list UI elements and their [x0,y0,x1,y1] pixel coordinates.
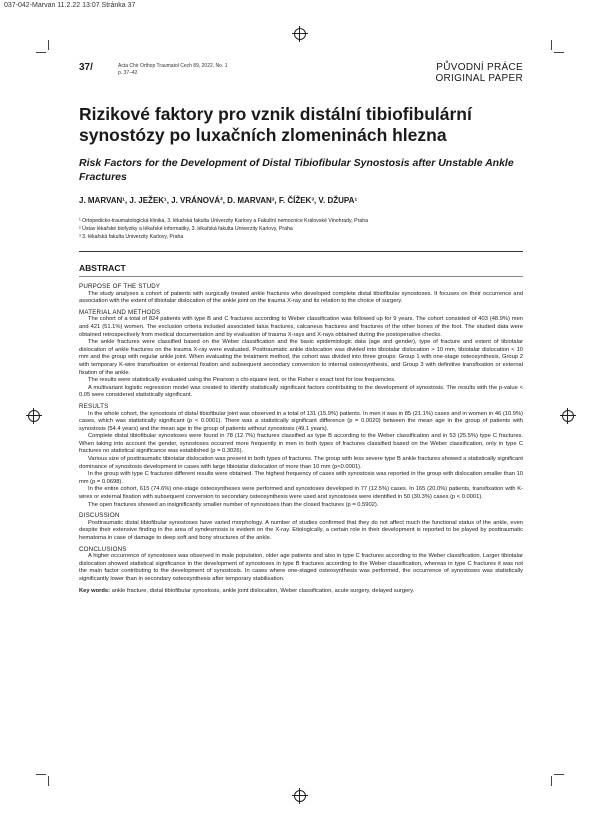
methods-paragraph: The results were statistically evaluated using the Pearson s chi-square test, or the Fisher s exact test for low frequencies. [88,377,396,384]
divider [79,251,523,252]
conclusions-heading: CONCLUSIONS [79,545,127,553]
discussion-text: Posttraumatic distal tibiofibular synostoses have varied morphology. A number of studies confirmed that they do not affect much the functional status of the ankle, even despite their extensive finding in the area of syndesmosis is evident on the X-ray. Etiologically, a certain role in their development is reported to be played by posttraumatic hematoma in case of damage to deep soft and bony structures of the ankle. [79,519,523,541]
methods-paragraph: The cohort of a total of 824 patients with type B and C fractures according to Weber classification was followed up for 9 years. The cohort consisted of 403 (48.9%) men and 421 (51.1%) women. The exclusion criteria included associated talus fractures, calcaneus fractures and fractures of the other bones of the foot. The studied data were obtained retrospectively from medical documentation and by evaluation of trauma X-rays and X-rays obtained during the postoperative checks. [79,316,523,338]
section-en: ORIGINAL PAPER [435,73,523,84]
methods-paragraph: A multivariant logistic regression model was created to identify statistically significant factors contributing to the development of synostosis. The results with the p-value < 0.05 were considered statistically significant. [79,384,523,399]
print-slug: 037-042-Marvan 11.2.22 13:07 Stránka 37 [4,2,136,9]
section-cz: PŮVODNÍ PRÁCE [436,62,523,73]
abstract-heading: ABSTRACT [79,263,126,273]
results-paragraph: In the entire cohort, 615 (74.6%) one-stage osteosyntheses were performed and synostoses developed in 77 (12.5%) cases. In 165 (20.0%) patients, transfixation with K-wires or external fixation with subsequent conversion to secondary osteosynthesis were used and synostoses were identified in 50 (30.3%) cases (p < 0.0001). [79,486,523,501]
purpose-text: The study analyses a cohort of patients with surgically treated ankle fractures who developed complete distal tibiofibular synostoses. It focuses on their occurrence and association with the extent of tibiotalar dislocation of the ankle joint on the trauma X-ray and its relation to the choice of surgery. [79,290,523,305]
trim-mark [554,774,564,775]
page-number: 37/ [79,62,93,73]
journal-line: Acta Chir Orthop Traumatol Cech 89, 2022, No. 1 [118,63,228,69]
registration-mark-icon [294,28,306,40]
divider [79,276,523,277]
trim-mark [554,52,564,53]
trim-mark [551,776,552,786]
journal-citation [118,63,228,77]
affiliations [79,217,368,241]
keywords-text: ankle fracture, distal tibiofibular synostosis, ankle joint dislocation, Weber classification, acute surgery, delayed surgery. [111,587,415,594]
article-title-en: Risk Factors for the Development of Distal Tibiofibular Synostosis after Unstable Ankle Fractures [79,157,514,183]
results-paragraph: Complete distal tibiofibular synostoses were found in 78 (12.7%) fractures classified as type B according to the Weber classification and in 53 (25.5%) type C fractures. When taking into account the gender, synostoses occurred more frequently in men in both types of fractures classified based on the Weber classification, only in type C fractures no statistical significance was established (p = 0.3026). [79,433,523,455]
affiliation: ³ 3. lékařská fakulta Univerzity Karlovy, Praha [79,234,184,240]
conclusions-text: A higher occurrence of synostoses was observed in male population, older age patients and also in type C fractures according to the Weber classification. Larger tibiotalar dislocation showed statistical significance in the development of synostoses in type B fractures according to the Weber classification, whereas in type C fractures it was not the main factor contributing to the development of synostosis. In cases where one-staged osteosynthesis was performed, the occurrence of synostoses was statistically significantly lower than in secondary osteosynthesis after temporary stabilisation. [79,553,523,582]
results-paragraph: In the whole cohort, the synostosis of distal tibiofibular joint was observed in a total of 131 (15.9%) patients. In men it was in 85 (21.1%) cases and in women in 46 (10.9%) cases, which was statistically significant (p < 0.0001). There was a statistically significant difference (p = 0.0020) between the mean age in the group of patients with synostosis (54.4 years) and the mean age in the group of patients without synostosis (49.1 years). [79,410,523,432]
purpose-heading: PURPOSE OF THE STUDY [79,283,161,290]
registration-mark-icon [28,410,40,422]
methods-paragraph: The ankle fractures were classified based on the Weber classification and the basic epidemiologic data (age and gender), type of fracture and extent of tibiotalar dislocation of ankle fractures on the trauma X-ray were evaluated. Posttraumatic ankle dislocation was divided into tibiotalar dislocation > 10 mm, tibiotalar dislocation < 10 mm and the group with regular ankle joint. When evaluating the treatment method, the cohort was divided into three groups: Group 1 with one-stage osteosynthesis, Group 2 with temporary K-wire transfixation or external fixation and subsequent secondary conversion to internal osteosynthesis, and Group 3 with definitive transfixation or external fixation of the ankle. [79,339,523,376]
keywords [79,588,523,596]
trim-mark [48,776,49,786]
article-title-cz: Rizikové faktory pro vznik distální tibiofibulární synostózy po luxačních zlomeninách hlezna [79,104,472,145]
trim-mark [36,774,46,775]
trim-mark [48,40,49,50]
results-heading: RESULTS [79,402,109,410]
keywords-label: Key words: [79,587,110,594]
affiliation: ¹ Ortopedicko-traumatologická klinika, 3. lékařská fakulta Univerzity Karlovy a Fakultní nemocnice Královské Vinohrady, Praha [79,218,368,224]
journal-pages: p. 37–42 [118,70,138,76]
registration-mark-icon [562,410,574,422]
trim-mark [36,52,46,53]
registration-mark-icon [294,790,306,802]
section-label [435,62,523,84]
methods-heading: MATERIAL AND METHODS [79,308,161,316]
abstract-body [79,280,523,595]
results-paragraph: The open fractures showed an insignificantly smaller number of synostoses than the closed fractures (p = 0.5902). [88,501,379,508]
affiliation: ² Ústav lékařské biofyziky a lékařské informatiky, 3. lékařská fakulta Univerzity Karlovy, Praha [79,226,293,232]
discussion-heading: DISCUSSION [79,512,120,520]
results-paragraph: Various size of posttraumatic tibiotalar dislocation was present in both types of fractures. The group with less severe type B ankle fractures showed a statistically significant dominance of synostosis development in cases with large tibiotalar dislocation of more than 10 mm (p<0.0001). [79,456,523,470]
author-list: J. MARVAN¹, J. JEŽEK¹, J. VRÁNOVÁ², D. MARVAN³, F. ČÍŽEK³, V. DŽUPA¹ [79,196,358,205]
results-paragraph: In the group with type C fractures different results were obtained. The highest frequency of cases with synostosis was reported in the group with dislocation smaller than 10 mm (p = 0.0698). [79,471,523,485]
trim-mark [551,40,552,50]
running-header [79,62,523,82]
